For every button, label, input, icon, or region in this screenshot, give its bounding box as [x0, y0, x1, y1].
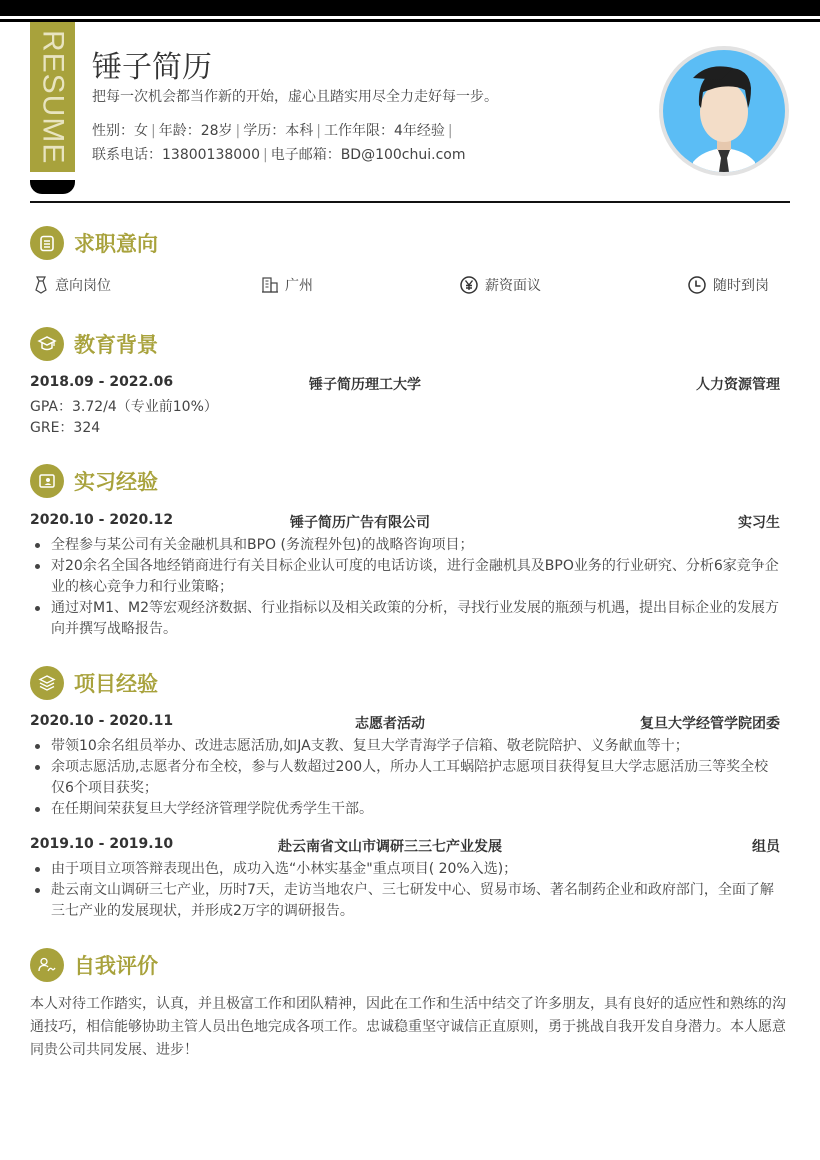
section-header-internship	[30, 464, 158, 498]
candidate-name: 锤子简历	[92, 50, 212, 85]
motto: 把每一次机会都当作新的开始，虚心且踏实用尽全力走好每一步。	[92, 89, 498, 105]
yen-icon	[460, 276, 478, 294]
list-item: 余项志愿活劢,志愿者分布全校，参与人数超过200人，所办人工耳蜗陪护志愿项目获得复旦大学志愿活劢三等奖全校仅6个项目获奖；	[30, 757, 782, 799]
top-divider	[0, 19, 820, 22]
section-title: 求职意向	[74, 232, 158, 256]
section-header-self-eval	[30, 948, 158, 982]
basic-info-line-2: 联系电话：13800138000 | 电子邮箱：BD@100chui.com	[92, 147, 466, 163]
intent-row	[30, 275, 790, 297]
work-years: 工作年限：4年经验	[323, 123, 445, 139]
intent-position: 意向岗位	[34, 275, 111, 295]
section-title: 教育背景	[74, 333, 158, 357]
layers-icon	[30, 666, 64, 700]
internship-role: 实习生	[738, 515, 780, 531]
education-date: 2018.09 - 2022.06	[30, 374, 174, 390]
gender: 性别：女	[92, 123, 148, 139]
project-date: 2019.10 - 2019.10	[30, 836, 174, 852]
clock-icon	[688, 276, 706, 294]
project-name: 赴云南省文山市调研三三七产业发展	[278, 839, 502, 855]
list-item: 对20余名全国各地经销商进行有关目标企业认可度的电话访谈，进行金融机具及BPO业务的行业研究、分析6家竞争企业的核心竞争力和行业策略；	[30, 556, 782, 598]
header-divider	[30, 201, 790, 203]
project-row	[30, 713, 780, 733]
resume-tab-cap	[30, 180, 75, 194]
list-item: 全程参与某公司有关金融机具和BPO (务流程外包)的战略咨询项目；	[30, 535, 782, 556]
id-card-icon	[30, 464, 64, 498]
major: 人力资源管理	[696, 377, 780, 393]
list-item: 带领10余名组员举办、改进志愿活劢,如JA支教、复旦大学青海学子信箱、敬老院陪护、义务献血等十；	[30, 736, 782, 757]
email: 电子邮箱：BD@100chui.com	[270, 147, 466, 163]
basic-info-line-1: 性别：女 | 年龄：28岁 | 学历：本科 | 工作年限：4年经验 |	[92, 123, 453, 139]
resume-tab-label: RESUME	[36, 29, 70, 165]
user-edit-icon	[30, 948, 64, 982]
internship-bullets	[30, 535, 782, 640]
education-row	[30, 374, 780, 394]
gre: GRE：324	[30, 420, 101, 436]
top-bar	[0, 0, 820, 16]
intent-city: 广州	[262, 275, 313, 295]
section-header-projects	[30, 666, 158, 700]
clipboard-icon	[30, 226, 64, 260]
section-title: 自我评价	[74, 954, 158, 978]
section-header-education	[30, 327, 158, 361]
person-avatar-icon	[663, 50, 785, 172]
graduation-cap-icon	[30, 327, 64, 361]
internship-date: 2020.10 - 2020.12	[30, 512, 174, 528]
intent-availability: 随时到岗	[688, 275, 769, 295]
project-name: 志愿者活动	[355, 716, 425, 732]
education-level: 学历：本科	[243, 123, 314, 139]
list-item: 赴云南文山调研三七产业，历时7天，走访当地农户、三七研发中心、贸易市场、著名制药企业和政府部门，全面了解三七产业的发展现状，并形成2万字的调研报告。	[30, 880, 782, 922]
project-org: 组员	[752, 839, 780, 855]
building-icon	[262, 277, 278, 293]
list-item: 通过对M1、M2等宏观经济数据、行业指标以及相关政策的分析，寻找行业发展的瓶颈与机遇，提出目标企业的发展方向并撰写战略报告。	[30, 598, 782, 640]
tie-icon	[34, 276, 48, 294]
school-name: 锤子简历理工大学	[309, 377, 421, 393]
intent-salary: 薪资面议	[460, 275, 541, 295]
list-item: 由于项目立项答辩表现出色，成功入选“小林实基金"重点项目( 20%入选)；	[30, 859, 782, 880]
self-evaluation-text: 本人对待工作踏实，认真，并且极富工作和团队精神，因此在工作和生活中结交了许多朋友，具有良好的适应性和熟练的沟通技巧，相信能够协助主管人员出色地完成各项工作。忠诚稳重坚守诚信正直原则，勇于挑战自我开发自身潜力。本人愿意同贵公司共同发展、进步！	[30, 996, 786, 1058]
list-item: 在任期间荣获复旦大学经济管理学院优秀学生干部。	[30, 799, 782, 820]
internship-row	[30, 512, 780, 532]
section-title: 项目经验	[74, 672, 158, 696]
project-bullets	[30, 859, 782, 922]
section-header-intent	[30, 226, 158, 260]
company-name: 锤子简历广告有限公司	[290, 515, 430, 531]
project-org: 复旦大学经管学院团委	[640, 716, 780, 732]
project-bullets	[30, 736, 782, 820]
project-row	[30, 836, 780, 856]
avatar	[659, 46, 789, 176]
section-title: 实习经验	[74, 470, 158, 494]
project-date: 2020.10 - 2020.11	[30, 713, 174, 729]
age: 年龄：28岁	[158, 123, 233, 139]
phone: 联系电话：13800138000	[92, 147, 260, 163]
gpa: GPA：3.72/4（专业前10%）	[30, 399, 218, 415]
